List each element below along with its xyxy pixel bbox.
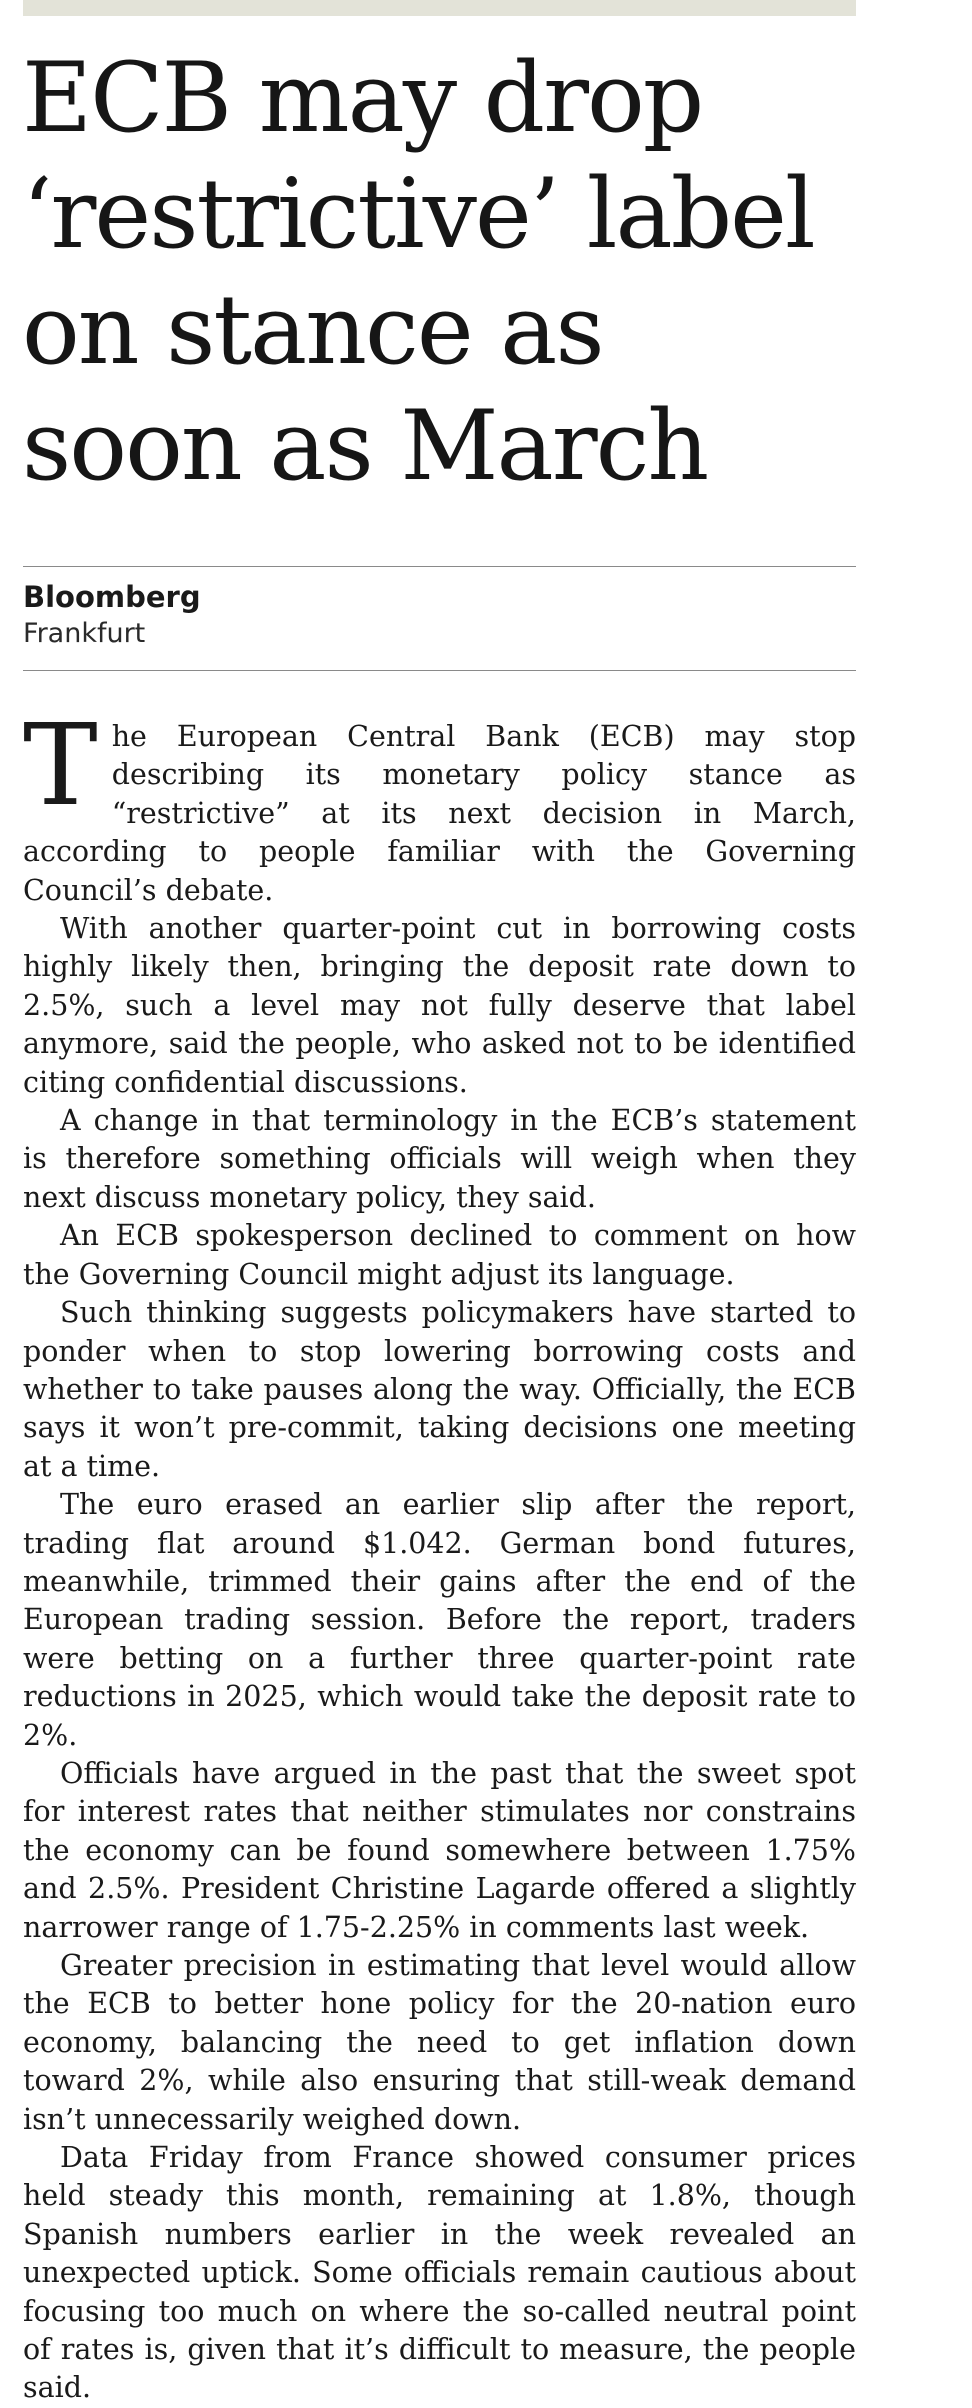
article-paragraph: A change in that terminology in the ECB’s statement is therefore something officials will weigh when they next discuss monetary policy, they said. xyxy=(23,1104,856,1214)
article-paragraph: With another quarter-point cut in borrowing costs highly likely then, bringing the deposit rate down to 2.5%, such a level may not fully deserve that label anymore, said the people, who asked not to be identified citing confidential discussions. xyxy=(23,912,856,1099)
article-body xyxy=(23,701,856,2408)
headline-line: ‘restrictive’ label xyxy=(22,158,814,270)
byline-location: Frankfurt xyxy=(23,618,146,649)
byline-source: Bloomberg xyxy=(23,580,201,614)
paragraph-text: he European Central Bank (ECB) may stop describing its monetary policy stance as “restrictive” at its next decision in March, according to people familiar with the Governing Council’s debate. xyxy=(23,720,856,907)
article-paragraph: Data Friday from France showed consumer prices held steady this month, remaining at 1.8%, though Spanish numbers earlier in the week revealed an unexpected uptick. Some officials remain cautious about focusing too much on where the so-called neutral point of rates is, given that it’s difficult to measure, the people said. xyxy=(23,2141,856,2405)
byline-bottom-divider xyxy=(23,670,856,671)
byline-top-divider xyxy=(23,566,856,567)
headline-line: ECB may drop xyxy=(22,42,703,154)
article-paragraph: Greater precision in estimating that level would allow the ECB to better hone policy for the 20-nation euro economy, balancing the need to get inflation down toward 2%, while also ensuring that still-weak demand isn’t unnecessarily weighed down. xyxy=(23,1949,856,2136)
article-paragraph: Such thinking suggests policymakers have started to ponder when to stop lowering borrowing costs and whether to take pauses along the way. Officially, the ECB says it won’t pre-commit, taking decisions one meeting at a time. xyxy=(23,1296,856,1483)
top-decorative-bar xyxy=(23,0,856,16)
article-paragraph xyxy=(23,701,856,910)
article-paragraph: The euro erased an earlier slip after the report, trading flat around $1.042. German bond futures, meanwhile, trimmed their gains after the end of the European trading session. Before the report, traders were betting on a further three quarter-point rate reductions in 2025, which would take the deposit rate to 2%. xyxy=(23,1488,856,1752)
article-paragraph: An ECB spokesperson declined to comment on how the Governing Council might adjust its language. xyxy=(23,1219,856,1291)
drop-cap: T xyxy=(23,701,98,831)
headline xyxy=(22,40,882,504)
headline-line: soon as March xyxy=(22,390,708,502)
article-paragraph: Officials have argued in the past that the sweet spot for interest rates that neither stimulates nor constrains the economy can be found somewhere between 1.75% and 2.5%. President Christine Lagarde offered a slightly narrower range of 1.75-2.25% in comments last week. xyxy=(23,1756,856,1944)
headline-line: on stance as xyxy=(22,274,603,386)
